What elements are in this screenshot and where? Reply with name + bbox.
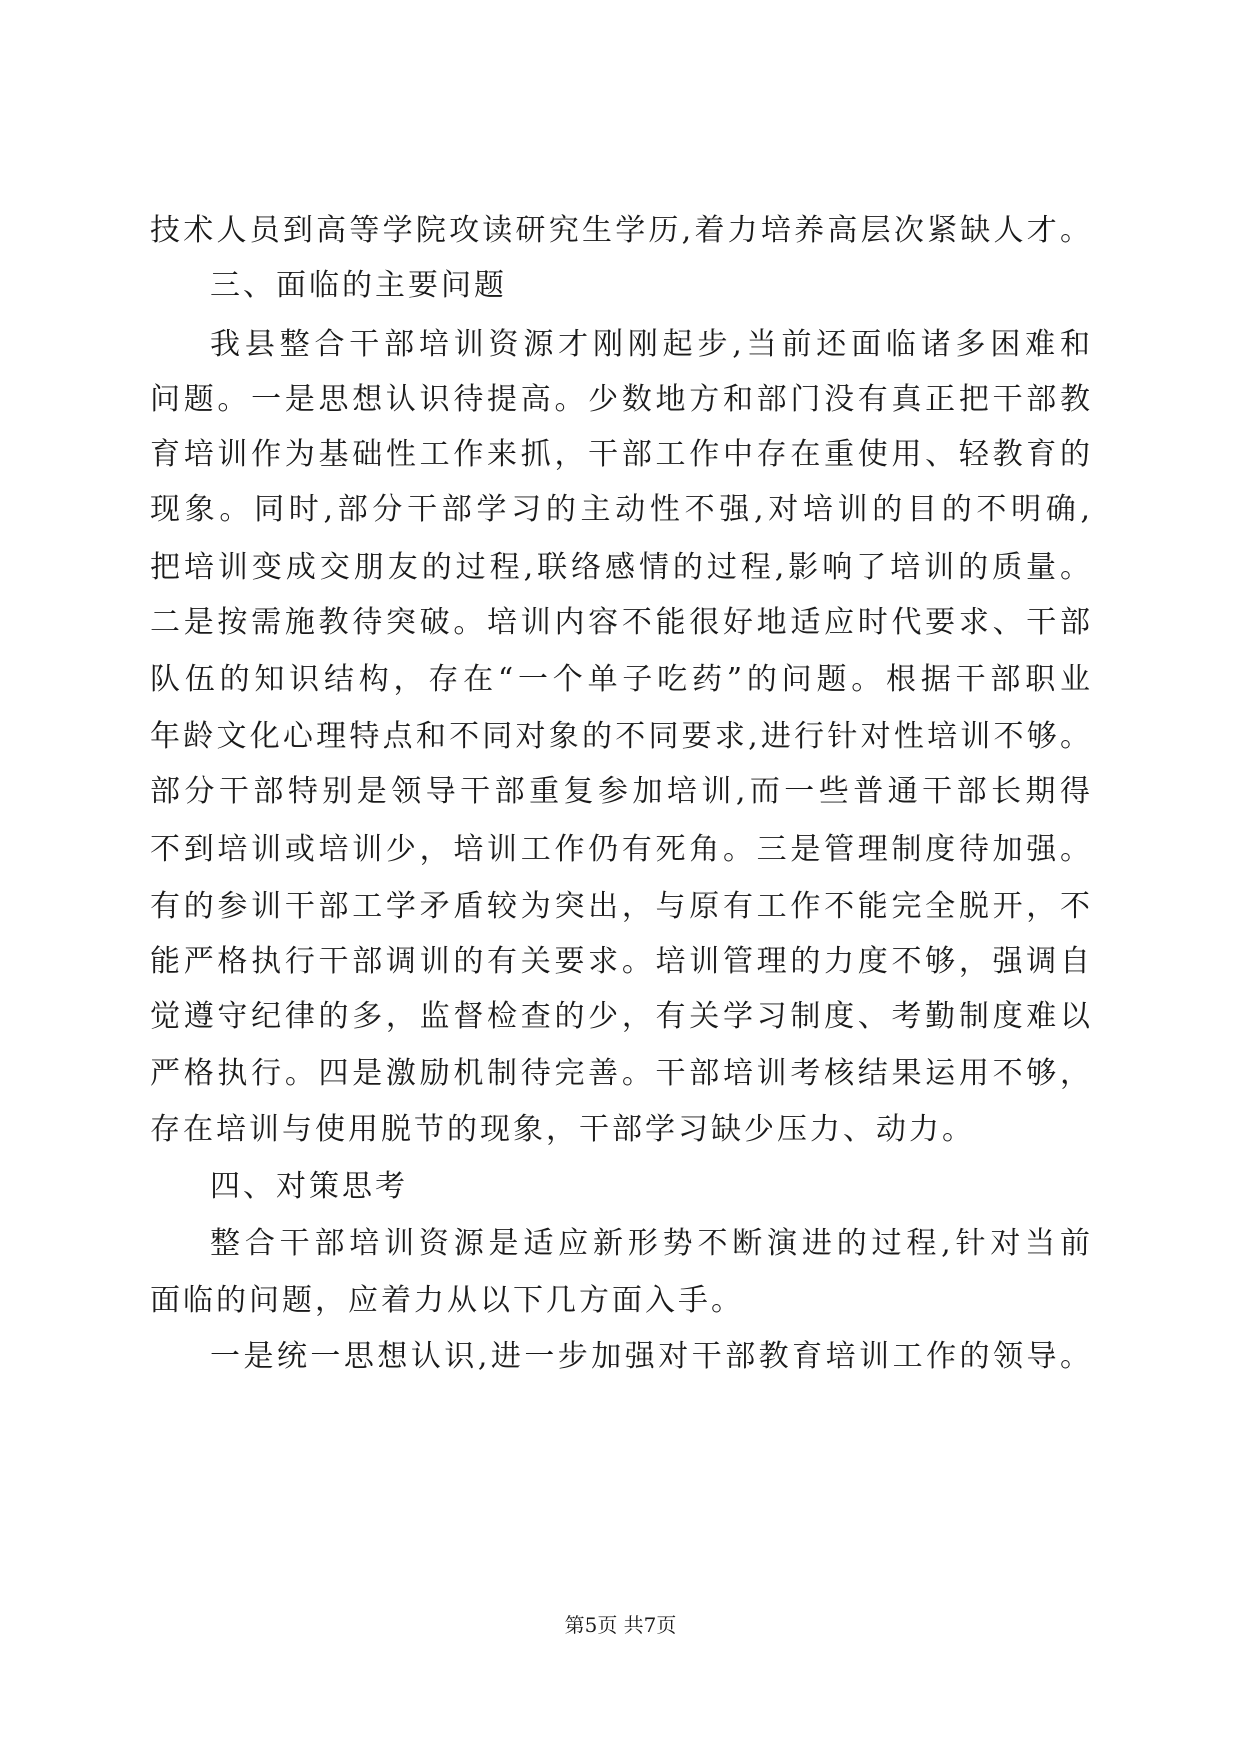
paragraph-line: 问题。一是思想认识待提高。少数地方和部门没有真正把干部教 [150, 382, 1090, 417]
paragraph-line: 队伍的知识结构，存在“一个单子吃药”的问题。根据干部职业 [150, 662, 1090, 697]
paragraph-line: 整合干部培训资源是适应新形势不断演进的过程,针对当前 [210, 1226, 1090, 1261]
paragraph-line: 面临的问题，应着力从以下几方面入手。 [150, 1283, 744, 1318]
paragraph-line: 严格执行。四是激励机制待完善。干部培训考核结果运用不够， [150, 1056, 1090, 1091]
section-heading: 四、对策思考 [210, 1169, 408, 1204]
section-heading: 三、面临的主要问题 [210, 268, 507, 303]
paragraph-line: 二是按需施教待突破。培训内容不能很好地适应时代要求、干部 [150, 605, 1090, 640]
paragraph-line: 我县整合干部培训资源才刚刚起步,当前还面临诸多困难和 [210, 327, 1090, 362]
paragraph-line: 有的参训干部工学矛盾较为突出，与原有工作不能完全脱开，不 [150, 889, 1090, 924]
paragraph-line: 一是统一思想认识,进一步加强对干部教育培训工作的领导。 [210, 1339, 1090, 1374]
paragraph-line: 把培训变成交朋友的过程,联络感情的过程,影响了培训的质量。 [150, 550, 1090, 585]
paragraph-line: 能严格执行干部调训的有关要求。培训管理的力度不够，强调自 [150, 944, 1090, 979]
paragraph-line: 现象。同时,部分干部学习的主动性不强,对培训的目的不明确, [150, 492, 1090, 527]
paragraph-line: 存在培训与使用脱节的现象，干部学习缺少压力、动力。 [150, 1112, 975, 1147]
paragraph-line: 技术人员到高等学院攻读研究生学历,着力培养高层次紧缺人才。 [150, 213, 1090, 248]
paragraph-line: 觉遵守纪律的多，监督检查的少，有关学习制度、考勤制度难以 [150, 999, 1090, 1034]
paragraph-line: 不到培训或培训少，培训工作仍有死角。三是管理制度待加强。 [150, 832, 1090, 867]
paragraph-line: 年龄文化心理特点和不同对象的不同要求,进行针对性培训不够。 [150, 719, 1090, 754]
paragraph-line: 部分干部特别是领导干部重复参加培训,而一些普通干部长期得 [150, 774, 1090, 809]
paragraph-line: 育培训作为基础性工作来抓，干部工作中存在重使用、轻教育的 [150, 437, 1090, 472]
page-number-footer: 第5页 共7页 [564, 1613, 677, 1637]
